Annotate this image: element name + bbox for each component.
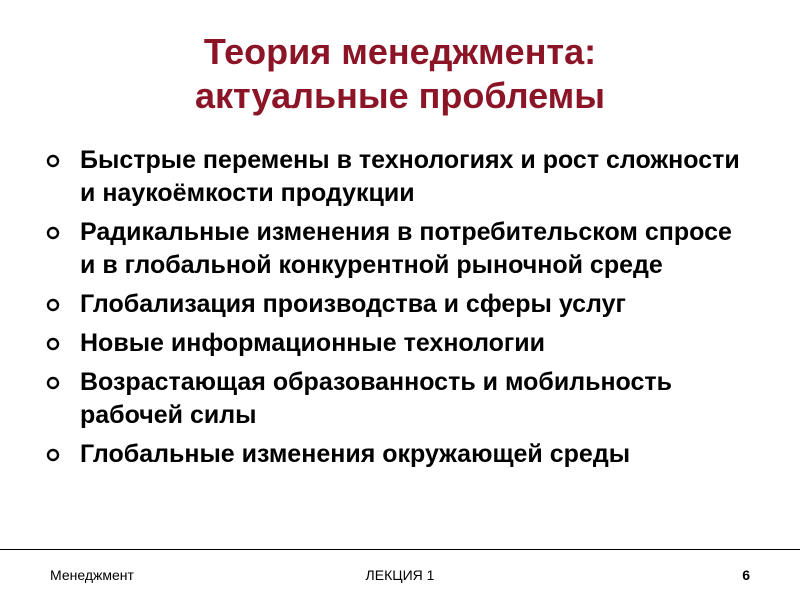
hollow-circle-icon <box>46 376 60 390</box>
slide-title-line-2: актуальные проблемы <box>194 75 606 116</box>
hollow-circle-icon <box>46 337 60 351</box>
hollow-circle-icon <box>46 154 60 168</box>
bullet-item <box>46 327 746 360</box>
bullet-list <box>46 144 746 477</box>
hollow-circle-icon <box>46 448 60 462</box>
bullet-item <box>46 288 746 321</box>
slide-title <box>0 30 800 118</box>
bullet-item <box>46 216 746 282</box>
bullet-item <box>46 438 746 471</box>
footer-lecture-label: ЛЕКЦИЯ 1 <box>365 567 435 583</box>
bullet-text: Глобальные изменения окружающей среды <box>80 440 631 468</box>
bullet-text: Новые информационные технологии <box>80 329 546 357</box>
footer-course-name: Менеджмент <box>50 567 134 583</box>
hollow-circle-icon <box>46 298 60 312</box>
bullet-text: Радикальные изменения в потребительском спросе и в глобальной конкурентной рыночной среде <box>80 218 732 279</box>
bullet-text: Быстрые перемены в технологиях и рост сложности и наукоёмкости продукции <box>80 146 740 207</box>
bullet-text: Глобализация производства и сферы услуг <box>80 290 626 318</box>
footer-page-number: 6 <box>742 567 750 583</box>
bullet-item <box>46 144 746 210</box>
footer-divider <box>0 549 800 550</box>
bullet-item <box>46 366 746 432</box>
bullet-text: Возрастающая образованность и мобильность рабочей силы <box>80 368 673 429</box>
hollow-circle-icon <box>46 226 60 240</box>
slide-title-line-1: Теория менеджмента: <box>203 31 597 72</box>
